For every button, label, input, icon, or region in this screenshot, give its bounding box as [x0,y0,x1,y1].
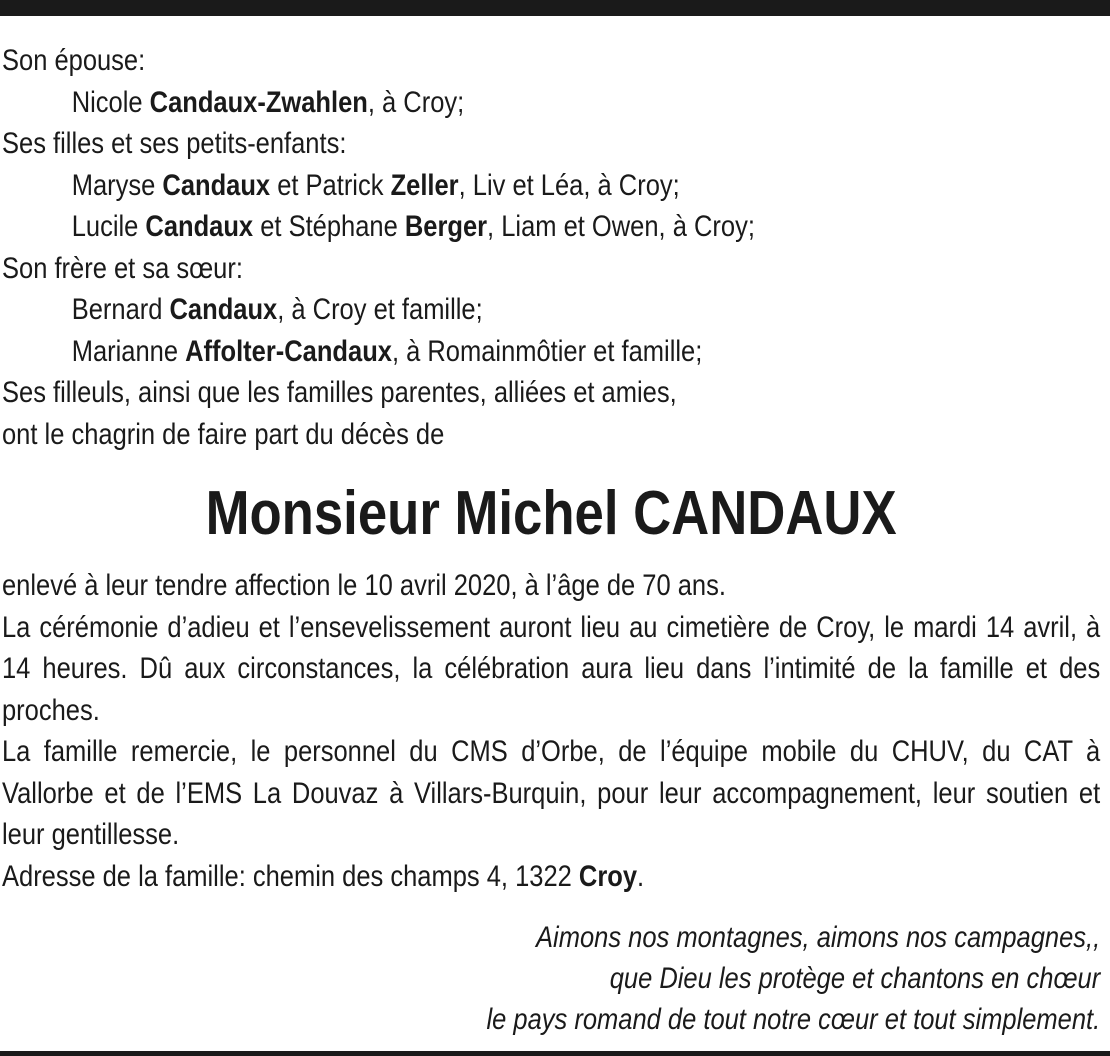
details-p1: enlevé à leur tendre affection le 10 avril 2020, à l’âge de 70 ans. [2,569,726,602]
child2-last-name: Candaux [145,210,254,243]
sibling1-rest: , à Croy et famille; [277,293,483,326]
spouse-heading: Son épouse: [2,44,146,77]
obituary-notice [2,40,1100,1040]
child1-first-name: Maryse [71,168,156,202]
children-heading: Ses filles et ses petits-enfants: [2,127,347,160]
top-rule [0,0,1110,16]
sibling1-first-name: Bernard [71,293,163,326]
sibling-line-2 [2,331,1100,373]
child2-partner-last-name: Berger [404,210,488,243]
child1-partner: et Patrick [277,168,384,202]
spouse-first-name: Nicole [71,85,143,119]
spouse-location: , à Croy; [367,85,465,119]
sibling-line-1 [2,289,1100,331]
sibling2-last-name: Affolter-Candaux [185,334,392,368]
closing-line-1: Ses filleuls, ainsi que les familles parentes, alliées et amies, [2,376,677,409]
poem-line-2: que Dieu les protège et chantons en chœur [609,962,1101,995]
sibling2-rest: , à Romainmôtier et famille; [391,334,703,368]
child2-partner: et Stéphane [260,210,398,243]
deceased-name: Monsieur Michel CANDAUX [205,479,897,548]
closing-poem [2,917,1100,1040]
closing-line-2: ont le chagrin de faire part du décès de [2,417,445,451]
family-address [2,856,1100,898]
bottom-rule [0,1051,1110,1056]
spouse-line [2,82,1100,124]
address-city: Croy [578,859,638,893]
sibling1-last-name: Candaux [169,293,278,326]
address-text: Adresse de la famille: chemin des champs 4, 1322 [2,859,572,893]
child1-partner-last-name: Zeller [390,168,459,202]
child2-rest: , Liam et Owen, à Croy; [487,210,755,243]
details-p2: La cérémonie d’adieu et l’ensevelissement auront lieu au cimetière de Croy, le mardi 14 avril, à 14 heures. Dû aux circonstances, la célébration aura lieu dans l’intimité de la famille et des proches. [2,610,1101,727]
child-line-1 [2,165,1100,207]
child2-first-name: Lucile [71,210,139,243]
child1-rest: , Liv et Léa, à Croy; [458,168,680,202]
poem-line-1: Aimons nos montagnes, aimons nos campagnes,, [536,921,1101,954]
address-suffix: . [637,859,645,893]
siblings-heading: Son frère et sa sœur: [2,251,243,285]
details-p3: La famille remercie, le personnel du CMS d’Orbe, de l’équipe mobile du CHUV, du CAT à Vallorbe et de l’EMS La Douvaz à Villars-Burquin, pour leur accompagnement, leur soutien et leur gentillesse. [2,735,1101,851]
poem-line-3: le pays romand de tout notre cœur et tout simplement. [486,1003,1101,1036]
child1-last-name: Candaux [162,168,271,202]
spouse-last-name: Candaux-Zwahlen [149,85,368,119]
child-line-2 [2,206,1100,248]
sibling2-first-name: Marianne [71,334,179,368]
